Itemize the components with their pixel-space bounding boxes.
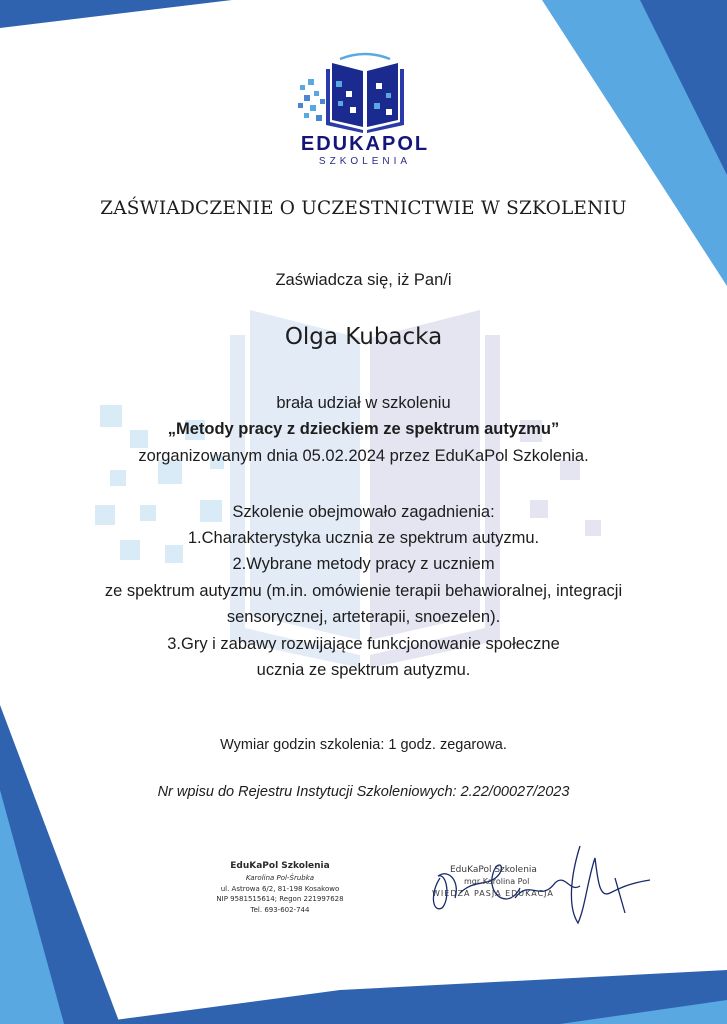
topic-line: sensorycznej, arteterapii, snoezelen). [226, 608, 501, 626]
topic-line: 3.Gry i zabawy rozwijające funkcjonowanie społeczne [167, 635, 560, 653]
organized-text: zorganizowanym dnia 05.02.2024 przez EduKaPol Szkolenia. [138, 447, 589, 465]
registry-number: Nr wpisu do Rejestru Instytucji Szkoleniowych: 2.22/00027/2023 [157, 784, 570, 800]
signature [420, 838, 660, 928]
stamp-line: mgr Karolina Pol [464, 877, 530, 886]
course-title: „Metody pracy z dzieckiem ze spektrum autyzmu” [167, 420, 560, 438]
organizer-address: ul. Astrowa 6/2, 81-198 Kosakowo [220, 884, 340, 893]
topic-line: ze spektrum autyzmu (m.in. omówienie terapii behawioralnej, integracji [104, 582, 623, 600]
topic-line: ucznia ze spektrum autyzmu. [256, 661, 471, 679]
intro-text: Zaświadcza się, iż Pan/i [275, 271, 452, 289]
participant-name: Olga Kubacka [284, 324, 443, 350]
participation-text: brała udział w szkoleniu [276, 394, 451, 412]
topics-heading: Szkolenie obejmowało zagadnienia: [232, 503, 495, 521]
organizer-block [170, 860, 390, 915]
topic-line: 1.Charakterystyka ucznia ze spektrum autyzmu. [187, 529, 540, 547]
hours-text: Wymiar godzin szkolenia: 1 godz. zegarowa. [220, 737, 507, 753]
organizer-person: Karolina Pol-Śrubka [245, 874, 315, 882]
organizer-ids: NIP 9581515614; Regon 221997628 [216, 895, 344, 903]
organizer-phone: Tel. 693-602-744 [250, 905, 310, 914]
stamp-line: EduKaPol Szkolenia [450, 865, 537, 875]
logo-wordmark: EDUKAPOL [300, 133, 430, 155]
organizer-name: EduKaPol Szkolenia [230, 861, 330, 871]
stamp-line: WIEDZA PASJA EDUKACJA [432, 889, 554, 898]
topic-line: 2.Wybrane metody pracy z uczniem [232, 555, 495, 573]
logo [290, 45, 440, 175]
certificate-title: ZAŚWIADCZENIE O UCZESTNICTWIE W SZKOLENIU [100, 198, 627, 219]
logo-subtitle: SZKOLENIA [318, 156, 412, 167]
